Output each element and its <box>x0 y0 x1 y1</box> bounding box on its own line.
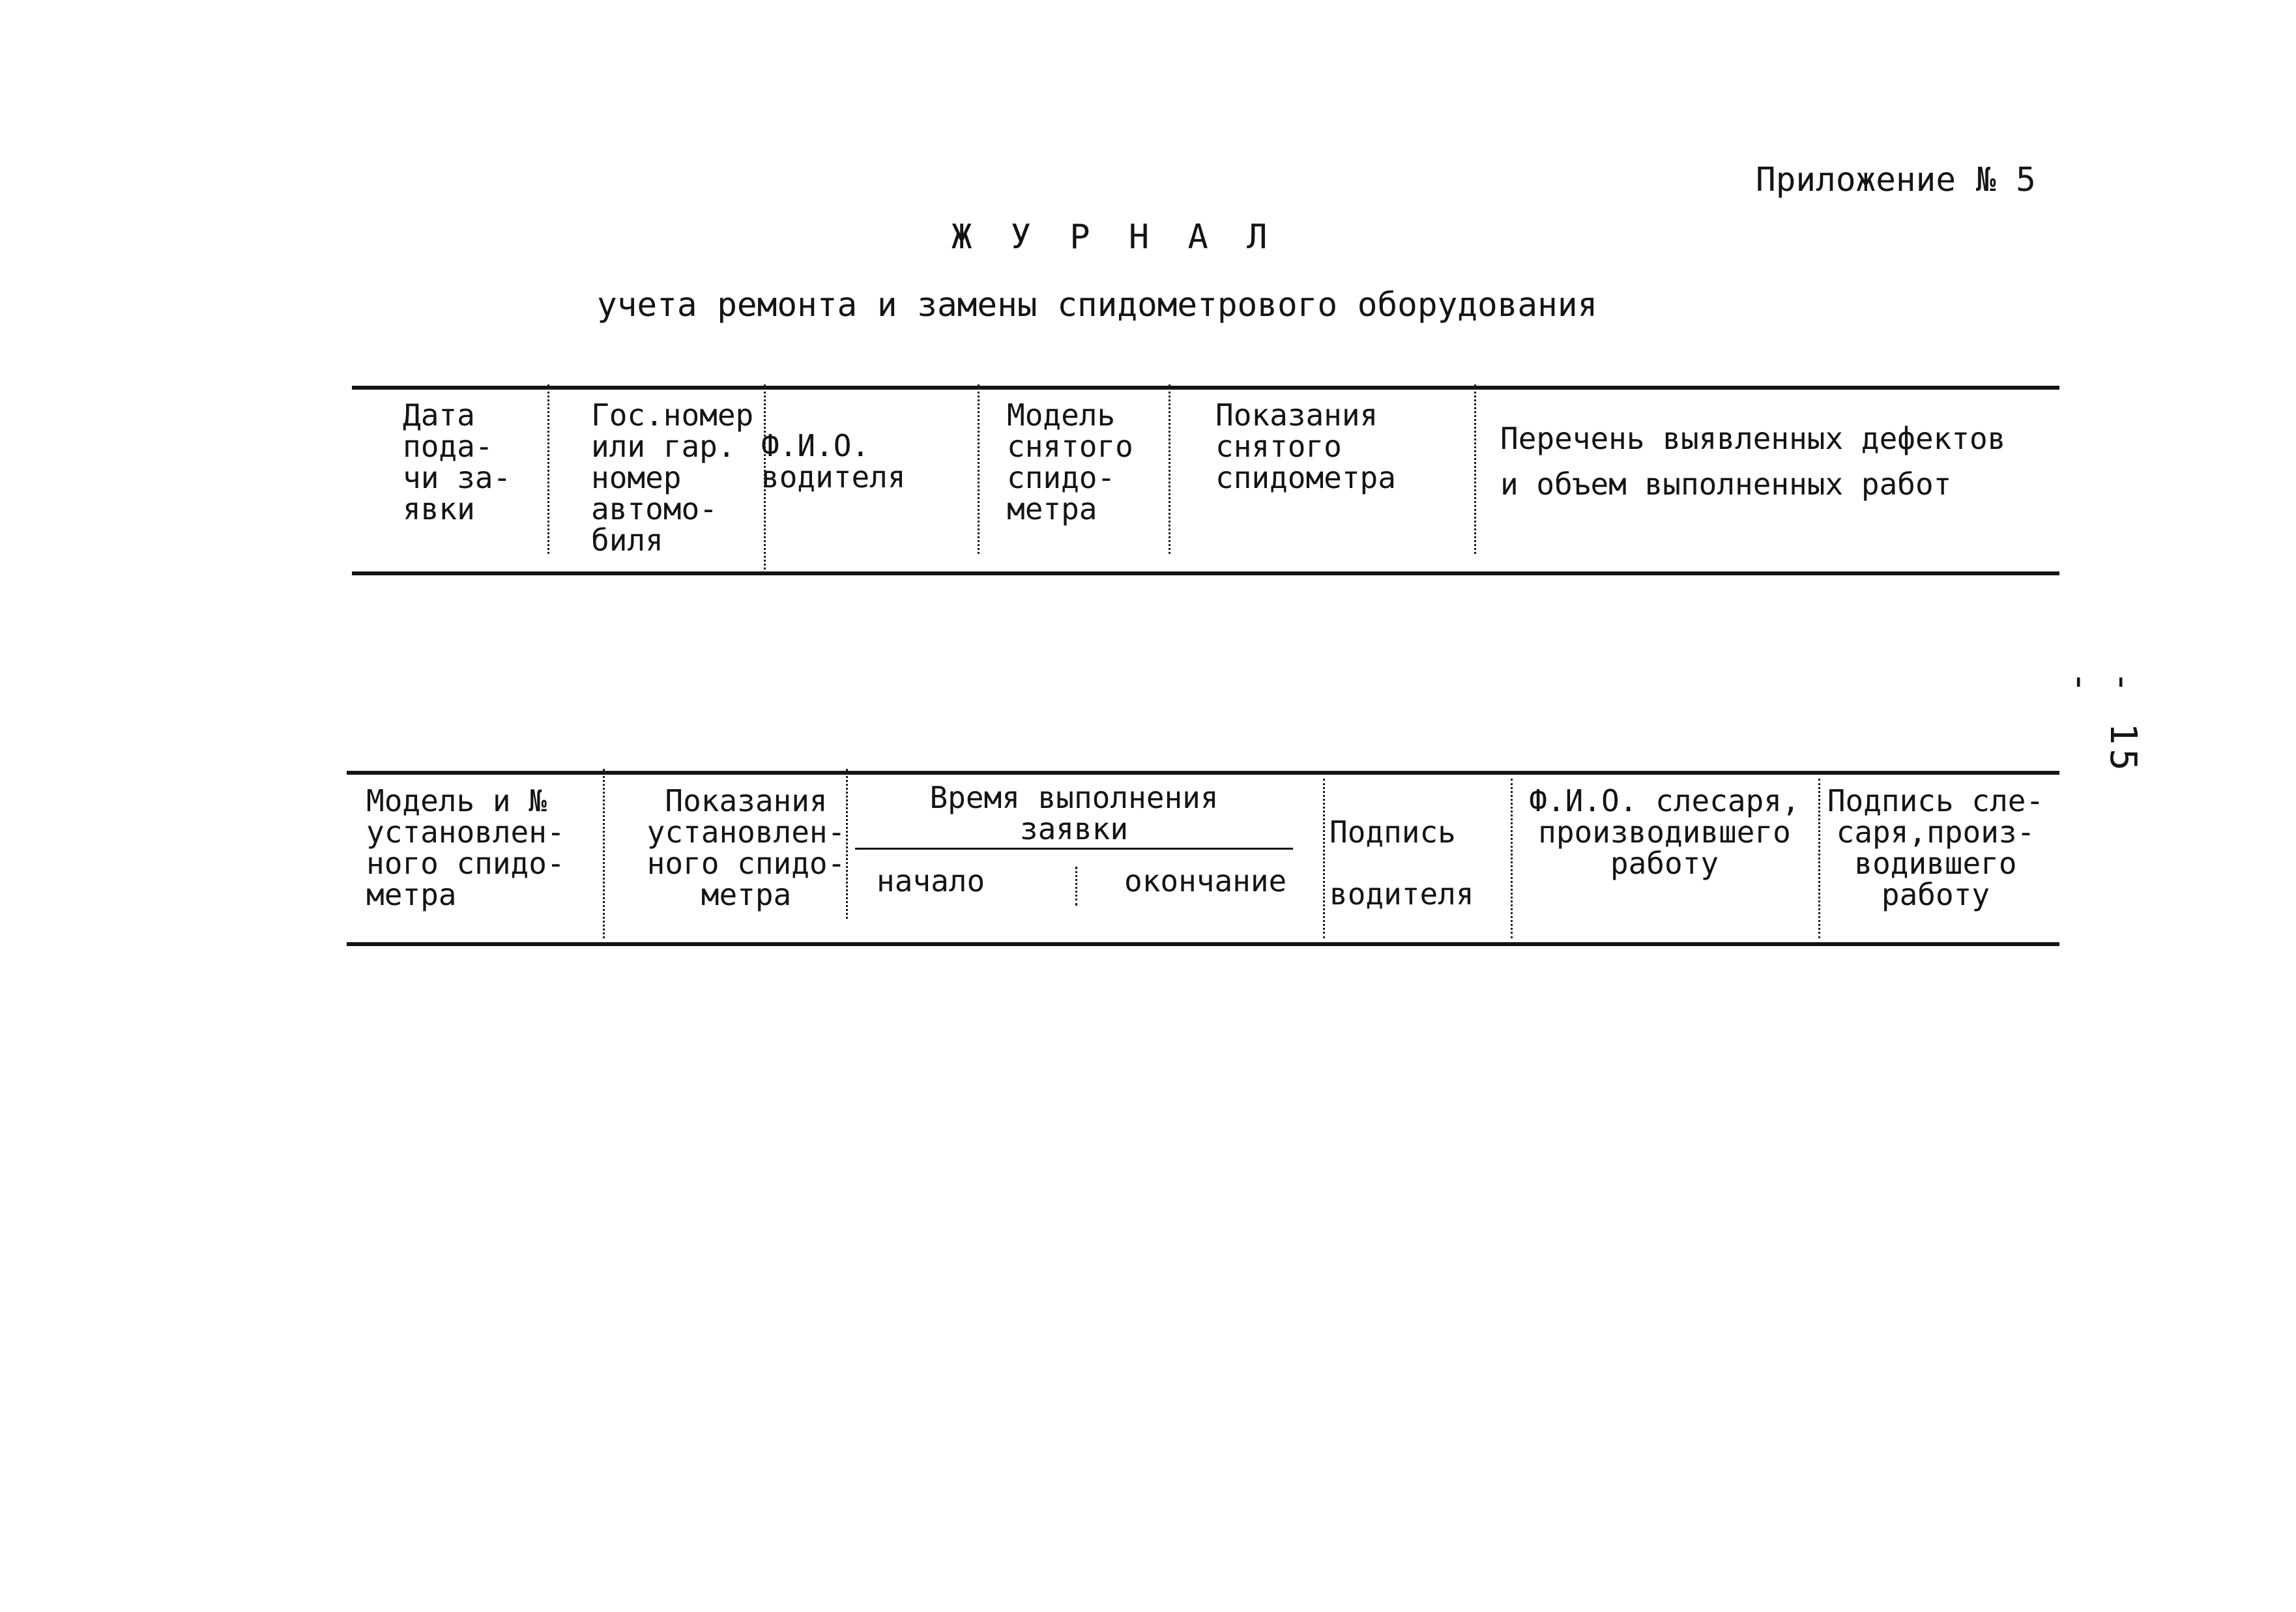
t1-col-driver-name: Ф.И.О. водителя <box>761 428 906 495</box>
t2-col-mechanic-name: Ф.И.О. слесаря, производившего работу <box>1529 783 1800 881</box>
t1-col-plate: Гос.номер или гар. номер автомо- биля <box>591 397 754 558</box>
t2-subcol-end: окончание <box>1124 863 1287 899</box>
document-subtitle: учета ремонта и замены спидометрового оборудования <box>597 286 1598 324</box>
t1-col-removed-model: Модель снятого спидо- метра <box>1007 397 1133 526</box>
t2-col-installed-reading: Показания установлен- ного спидо- метра <box>647 783 846 912</box>
t2-col-mechanic-signature: Подпись сле- саря,произ- водившего работу <box>1827 783 2044 912</box>
t1-col-removed-reading: Показания снятого спидометра <box>1215 397 1396 495</box>
appendix-label: Приложение № 5 <box>1756 161 2036 199</box>
page-number: - 15 - <box>2059 671 2144 775</box>
t2-col-execution-time: Время выполнения заявки <box>929 780 1219 846</box>
t1-col-defects: Перечень выявленных дефектов и объем выполненных работ <box>1500 421 2006 502</box>
t1-col-date: Дата пода- чи за- явки <box>403 397 512 526</box>
t2-subcol-start: начало <box>877 863 985 899</box>
t2-col-driver-signature: Подпись водителя <box>1330 814 1474 912</box>
t2-col-installed-model: Модель и № установлен- ного спидо- метра <box>366 783 565 912</box>
document-title: Ж У Р Н А Л <box>952 218 1277 257</box>
